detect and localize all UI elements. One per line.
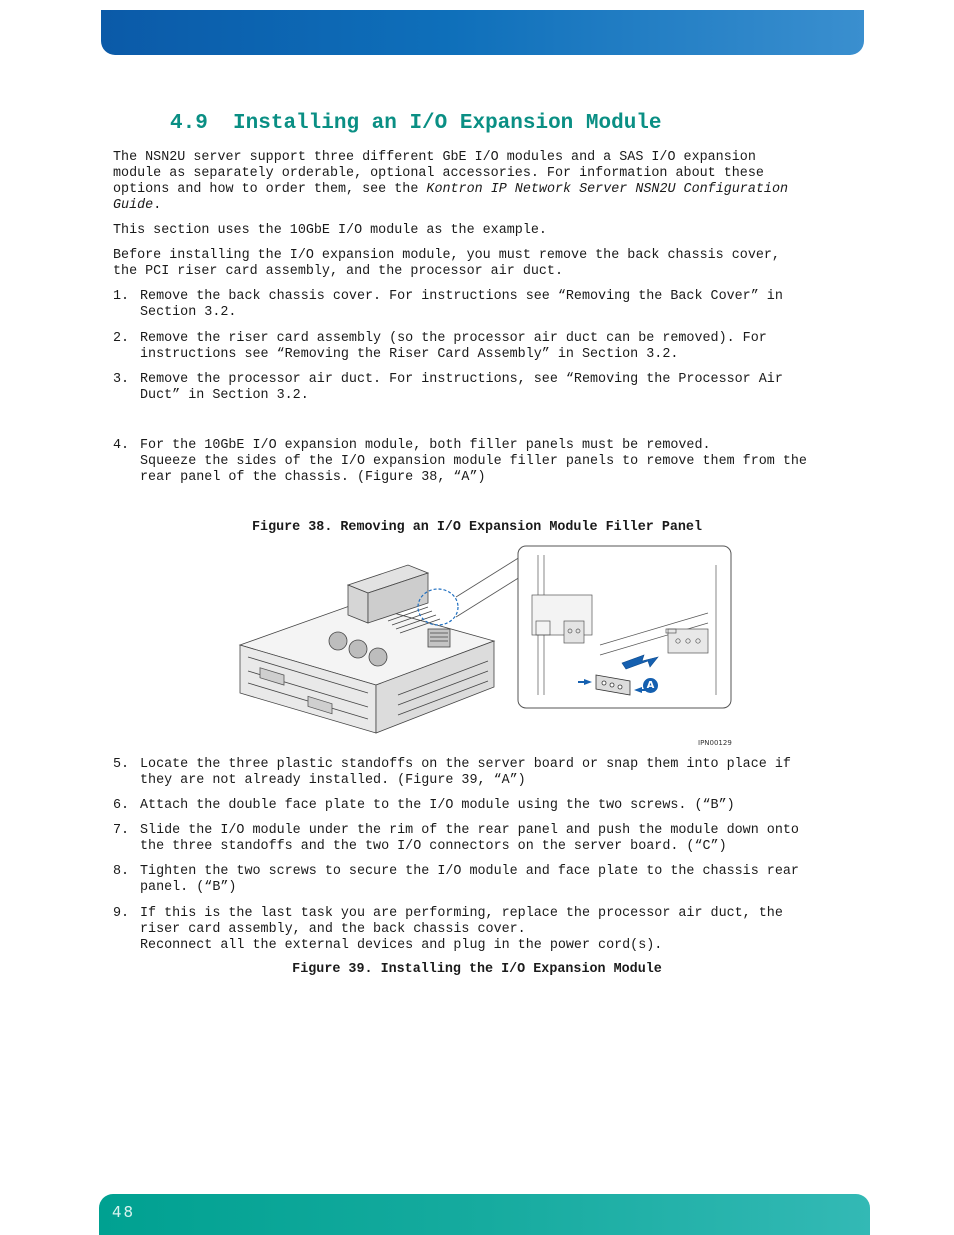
step-line: Duct” in Section 3.2. [140, 388, 309, 403]
step-text [140, 757, 791, 789]
step-number: 9. [113, 906, 130, 921]
step-number: 5. [113, 757, 130, 772]
step-3 [113, 372, 783, 420]
figure-code: IPN00129 [698, 739, 732, 747]
step-text [140, 372, 783, 404]
step-8 [113, 864, 799, 912]
step-text [140, 331, 767, 363]
step-number: 7. [113, 823, 130, 838]
step-text [140, 823, 799, 855]
step-number: 6. [113, 798, 130, 813]
step-number: 4. [113, 438, 130, 453]
step-text [140, 438, 807, 486]
step-line: For the 10GbE I/O expansion module, both filler panels must be removed. [140, 438, 711, 453]
detail-inset [518, 546, 731, 708]
step-text [140, 864, 799, 896]
step-line: they are not already installed. (Figure 39, “A”) [140, 773, 526, 788]
example-paragraph: This section uses the 10GbE I/O module as the example. [113, 223, 547, 238]
step-line: panel. (“B”) [140, 880, 237, 895]
step-line: Section 3.2. [140, 305, 237, 320]
server-chassis-drawing [240, 565, 494, 733]
step-line: Remove the processor air duct. For instructions, see “Removing the Processor Air [140, 372, 783, 387]
step-number: 2. [113, 331, 130, 346]
callout-a-label: A [646, 680, 655, 691]
step-line: Reconnect all the external devices and plug in the power cord(s). [140, 938, 663, 953]
section-number: 4.9 [170, 112, 208, 135]
step-text [140, 798, 735, 814]
intro-line-2: module as separately orderable, optional accessories. For information about these [113, 166, 764, 181]
page-number: 48 [112, 1203, 136, 1221]
leader-line [456, 577, 520, 617]
step-line: Squeeze the sides of the I/O expansion module filler panels to remove them from the [140, 454, 807, 469]
prereq-line-1: Before installing the I/O expansion module, you must remove the back chassis cover, [113, 248, 780, 263]
section-title-text: Installing an I/O Expansion Module [233, 112, 662, 135]
config-guide-title: Kontron IP Network Server NSN2U Configuration [426, 182, 789, 197]
step-9 [113, 906, 783, 954]
prereq-line-2: the PCI riser card assembly, and the processor air duct. [113, 264, 563, 279]
step-line: Locate the three plastic standoffs on the server board or snap them into place if [140, 757, 791, 772]
step-line: Slide the I/O module under the rim of the rear panel and push the module down onto [140, 823, 799, 838]
step-number: 3. [113, 372, 130, 387]
step-number: 8. [113, 864, 130, 879]
intro-line-1: The NSN2U server support three different GbE I/O modules and a SAS I/O expansion [113, 150, 756, 165]
figure-38-illustration [238, 545, 734, 753]
step-text [140, 289, 783, 321]
step-1 [113, 289, 783, 337]
step-line: Remove the back chassis cover. For instructions see “Removing the Back Cover” in [140, 289, 783, 304]
config-guide-title-end: Guide [113, 198, 154, 213]
step-line: the three standoffs and the two I/O connectors on the server board. (“C”) [140, 839, 727, 854]
step-4 [113, 438, 807, 486]
intro-line-3: options and how to order them, see the [113, 182, 427, 197]
callout-a [643, 678, 658, 693]
step-line: rear panel of the chassis. (Figure 38, “A”) [140, 470, 486, 485]
leader-line [456, 557, 520, 597]
step-text [140, 906, 783, 954]
step-line: Tighten the two screws to secure the I/O module and face plate to the chassis rear [140, 864, 799, 879]
step-line: Remove the riser card assembly (so the processor air duct can be removed). For [140, 331, 767, 346]
step-number: 1. [113, 289, 130, 304]
header-band [101, 10, 864, 55]
figure-39-caption: Figure 39. Installing the I/O Expansion Module [292, 962, 662, 977]
step-line: If this is the last task you are performing, replace the processor air duct, the [140, 906, 783, 921]
step-line: instructions see “Removing the Riser Card Assembly” in Section 3.2. [140, 347, 679, 362]
step-line: riser card assembly, and the back chassis cover. [140, 922, 526, 937]
figure-38-caption: Figure 38. Removing an I/O Expansion Module Filler Panel [252, 520, 702, 535]
step-line: Attach the double face plate to the I/O module using the two screws. (“B”) [140, 798, 735, 813]
section-title [170, 112, 662, 135]
intro-period: . [153, 198, 162, 213]
prerequisite-paragraph [113, 248, 780, 280]
intro-paragraph [113, 150, 788, 214]
footer-band [99, 1194, 870, 1235]
